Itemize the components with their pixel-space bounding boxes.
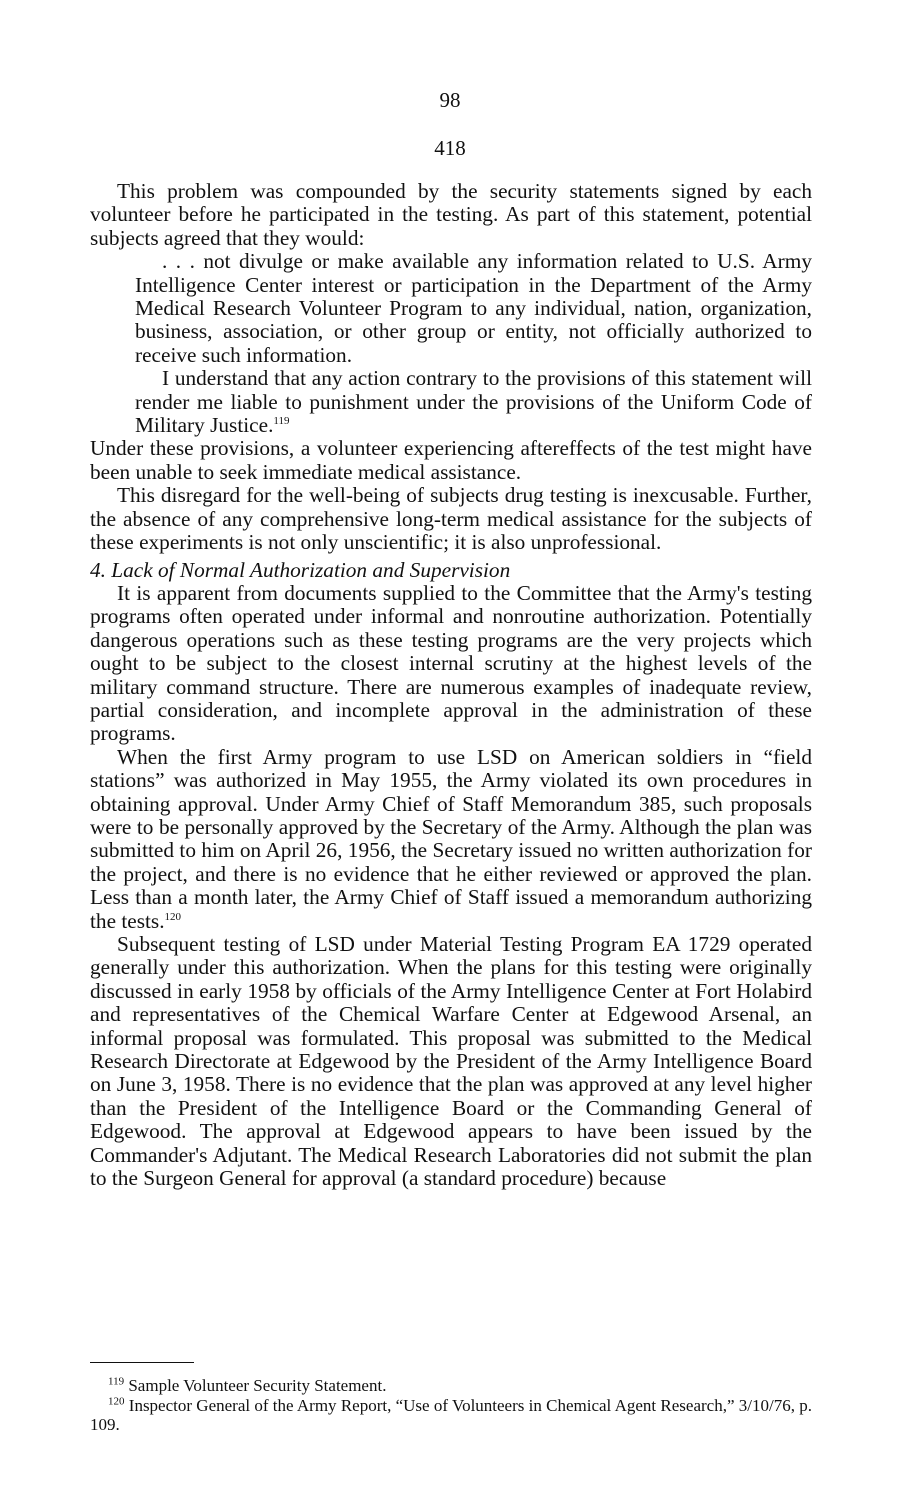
quote-paragraph-2 (135, 367, 812, 437)
footnotes (90, 1376, 812, 1435)
footnote-text: Sample Volunteer Security Statement. (128, 1376, 387, 1395)
footnote-item (90, 1396, 812, 1435)
footnote-number: 119 (108, 1375, 125, 1388)
paragraph-under-provisions: Under these provisions, a volunteer experiencing aftereffects of the test might have been unable to seek immediate medical assistance. (90, 436, 812, 484)
footnote-number: 120 (108, 1394, 125, 1407)
main-text (90, 180, 812, 1190)
footnote-ref-120: 120 (164, 910, 182, 923)
section-heading: 4. Lack of Normal Authorization and Supervision (90, 557, 511, 582)
paragraph-subsequent-testing: Subsequent testing of LSD under Material Testing Program EA 1729 operated generally under this authorization. When the plans for this testing were originally discussed in early 1958 by officials of the Army Intelligence Center at Fort Holabird and representatives of the Chemical Warfare Center at Edgewood Arsenal, an informal proposal was formulated. This proposal was submitted to the Medical Research Directorate at Edgewood by the President of the Army Intelligence Board on June 3, 1958. There is no evidence that the plan was approved at any level higher than the President of the Intelligence Board or the Commanding General of Edgewood. The approval at Edgewood appears to have been issued by the Commander's Adjutant. The Medical Research Laboratories did not submit the plan to the Surgeon General for approval (a standard procedure) because (90, 932, 812, 1191)
footnote-text: Inspector General of the Army Report, “Use of Volunteers in Chemical Agent Research,” 3/10/76, p. 109. (90, 1395, 813, 1434)
paragraph-apparent: It is apparent from documents supplied to the Committee that the Army's testing programs often operated under informal and nonroutine authorization. Potentially dangerous operations such as these testing programs are the very projects which ought to be subject to the closest internal scrutiny at the highest levels of the military command structure. There are numerous examples of inadequate review, partial consideration, and incomplete approval in the administration of these programs. (90, 580, 812, 746)
quote-paragraph-1: . . . not divulge or make available any information related to U.S. Army Intelligence Center interest or participation in the Department of the Army Medical Research Volunteer Program to any individual, nation, organization, business, association, or other group or entity, not officially authorized to receive such information. (135, 249, 812, 367)
paragraph-first-program-text: When the first Army program to use LSD on American soldiers in “field stations” was authorized in May 1955, the Army violated its own procedures in obtaining approval. Under Army Chief of Staff Memorandum 385, such proposals were to be personally approved by the Secretary of the Army. Although the plan was submitted to him on April 26, 1956, the Secretary issued no written authorization for the project, and there is no evidence that he either reviewed or approved the plan. Less than a month later, the Army Chief of Staff issued a memorandum authorizing the tests. (90, 744, 812, 933)
top-page-number: 98 (439, 88, 461, 112)
paragraph-first-program (90, 746, 812, 933)
block-quote (135, 250, 812, 437)
paragraph-disregard: This disregard for the well-being of subjects drug testing is inexcusable. Further, the absence of any comprehensive long-term medical assistance for the subjects of these experiments is not only unscientific; it is also unprofessional. (90, 483, 812, 555)
inner-page-number: 418 (434, 136, 466, 160)
footnote-ref-119: 119 (273, 414, 290, 427)
footnote-item (90, 1376, 812, 1396)
footnote-divider (90, 1362, 194, 1363)
paragraph-security-statements: This problem was compounded by the security statements signed by each volunteer before he participated in the testing. As part of this statement, potential subjects agreed that they would: (90, 179, 812, 250)
quote-paragraph-2-text: I understand that any action contrary to the provisions of this statement will render me liable to punishment under the provisions of the Uniform Code of Military Justice. (135, 366, 812, 438)
